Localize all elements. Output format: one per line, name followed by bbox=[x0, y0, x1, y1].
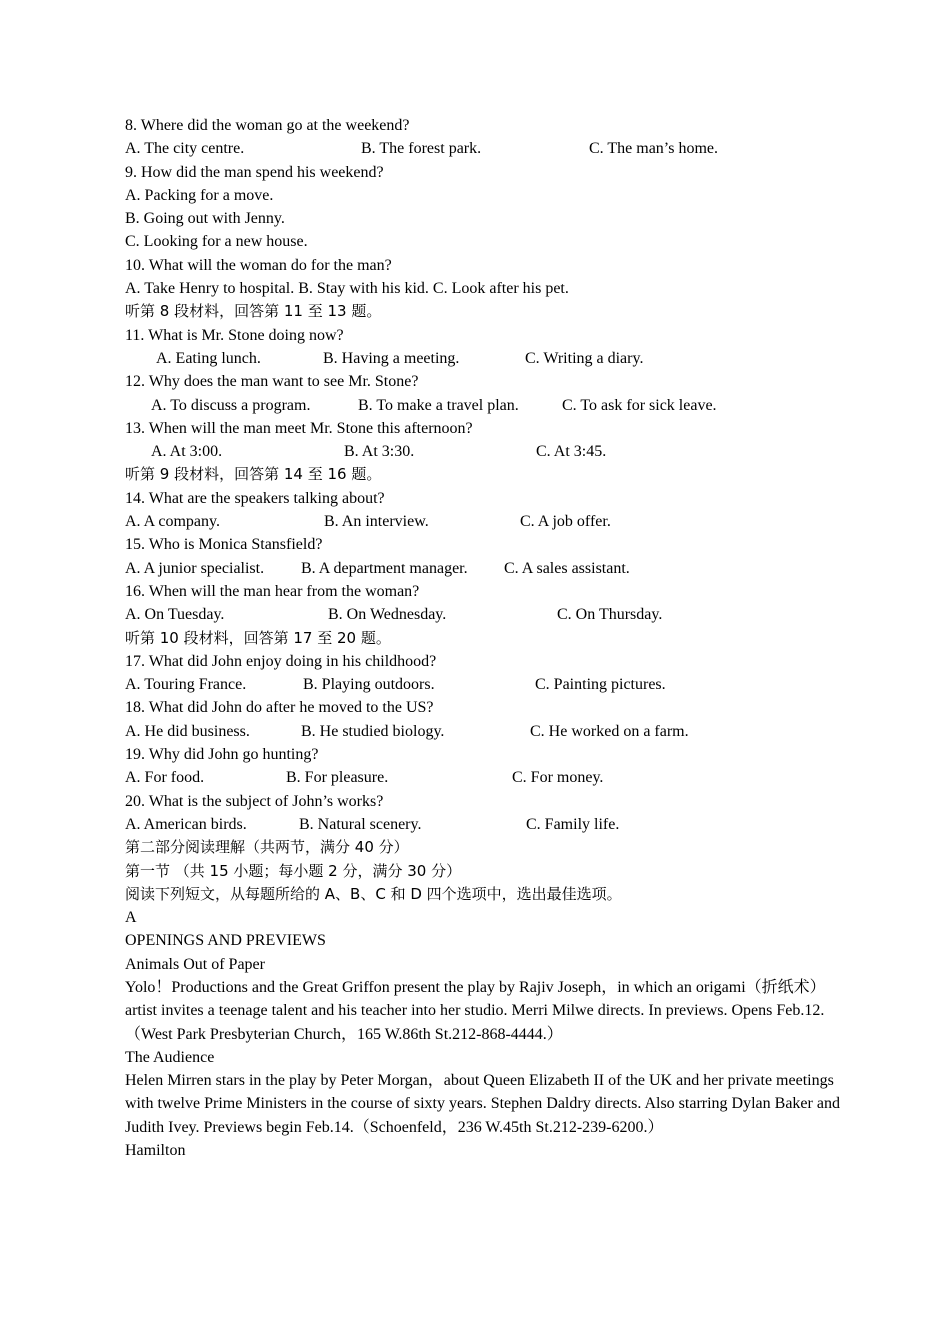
option-a: A. To discuss a program. bbox=[151, 396, 311, 414]
option-a: A. A junior specialist. bbox=[125, 559, 265, 577]
option-b: B. Having a meeting. bbox=[323, 349, 460, 367]
passage-letter: A bbox=[125, 909, 137, 927]
entry-title: Hamilton bbox=[125, 1142, 186, 1160]
option-a: A. American birds. bbox=[125, 815, 247, 833]
option-c: C. For money. bbox=[512, 769, 604, 787]
option-c: C. Looking for a new house. bbox=[125, 233, 308, 251]
question-text: 10. What will the woman do for the man? bbox=[125, 256, 392, 274]
question-text: 17. What did John enjoy doing in his childhood? bbox=[125, 652, 437, 670]
part-heading: 第二部分阅读理解（共两节，满分 40 分） bbox=[125, 838, 409, 857]
question-17 bbox=[125, 650, 840, 673]
question-11 bbox=[125, 324, 840, 347]
question-text: 16. When will the man hear from the woman? bbox=[125, 582, 420, 600]
option-c: C. To ask for sick leave. bbox=[562, 396, 717, 414]
option-a: A. Touring France. bbox=[125, 676, 247, 694]
option-b: B. On Wednesday. bbox=[328, 606, 447, 624]
option-a: A. Eating lunch. bbox=[156, 349, 261, 367]
section-heading-10: 听第 10 段材料，回答第 17 至 20 题。 bbox=[125, 628, 391, 647]
option-b: B. To make a travel plan. bbox=[358, 396, 519, 414]
question-text: 15. Who is Monica Stansfield? bbox=[125, 536, 323, 554]
option-a: A. On Tuesday. bbox=[125, 606, 225, 624]
option-b: B. Going out with Jenny. bbox=[125, 210, 285, 228]
option-b: B. For pleasure. bbox=[286, 769, 389, 787]
question-text: 12. Why does the man want to see Mr. Stone? bbox=[125, 373, 419, 391]
section-heading-9: 听第 9 段材料，回答第 14 至 16 题。 bbox=[125, 465, 382, 484]
question-text: 13. When will the man meet Mr. Stone this afternoon? bbox=[125, 419, 473, 437]
option-b: B. He studied biology. bbox=[301, 722, 445, 740]
options-15 bbox=[125, 557, 840, 580]
option-b: B. The forest park. bbox=[361, 140, 482, 158]
question-text: 8. Where did the woman go at the weekend? bbox=[125, 117, 410, 134]
option-c: C. He worked on a farm. bbox=[530, 722, 689, 740]
option-c: C. A sales assistant. bbox=[504, 559, 630, 577]
option-c: C. The man’s home. bbox=[589, 140, 719, 158]
instructions: 阅读下列短文，从每题所给的 A、B、C 和 D 四个选项中，选出最佳选项。 bbox=[125, 884, 622, 903]
options-20 bbox=[125, 813, 840, 836]
options-13 bbox=[125, 440, 840, 463]
option-c: C. At 3:45. bbox=[536, 443, 607, 461]
options-10: A. Take Henry to hospital. B. Stay with his kid. C. Look after his pet. bbox=[125, 280, 569, 298]
question-16 bbox=[125, 580, 840, 603]
question-15 bbox=[125, 533, 840, 556]
options-12 bbox=[125, 394, 840, 417]
options-8 bbox=[125, 137, 840, 160]
question-10 bbox=[125, 254, 840, 277]
options-19 bbox=[125, 766, 840, 789]
option-b: B. A department manager. bbox=[301, 559, 468, 577]
question-text: 19. Why did John go hunting? bbox=[125, 746, 319, 764]
options-18 bbox=[125, 720, 840, 743]
question-12 bbox=[125, 370, 840, 393]
question-text: 18. What did John do after he moved to the US? bbox=[125, 699, 434, 717]
option-a: A. For food. bbox=[125, 769, 205, 787]
option-c: C. Writing a diary. bbox=[525, 349, 644, 367]
question-20 bbox=[125, 790, 840, 813]
option-c: C. Family life. bbox=[526, 815, 620, 833]
question-14 bbox=[125, 487, 840, 510]
option-a: A. Packing for a move. bbox=[125, 186, 274, 204]
question-13 bbox=[125, 417, 840, 440]
option-b: B. Natural scenery. bbox=[299, 815, 422, 833]
entry-title: The Audience bbox=[125, 1048, 215, 1066]
question-text: 11. What is Mr. Stone doing now? bbox=[125, 326, 344, 344]
question-text: 14. What are the speakers talking about? bbox=[125, 489, 385, 507]
options-11 bbox=[125, 347, 840, 370]
options-14 bbox=[125, 510, 840, 533]
option-c: C. On Thursday. bbox=[557, 606, 663, 624]
option-b: B. An interview. bbox=[324, 513, 429, 531]
option-b: B. Playing outdoors. bbox=[303, 676, 435, 694]
option-b: B. At 3:30. bbox=[344, 443, 415, 461]
entry-description: Helen Mirren stars in the play by Peter Morgan，about Queen Elizabeth II of the UK and her private meetings with twelve Prime Ministers in the course of sixty years. Stephen Daldry directs. Also starring Dylan Baker and Judith Ivey. Previews begin Feb.14.（Schoenfeld，236 W.45th St.212-239-6200.） bbox=[125, 1072, 840, 1136]
question-text: 20. What is the subject of John’s works? bbox=[125, 792, 384, 810]
options-17 bbox=[125, 673, 840, 696]
exam-page bbox=[125, 114, 840, 1162]
option-a: A. At 3:00. bbox=[151, 443, 223, 461]
question-8 bbox=[125, 114, 840, 137]
option-a: A. A company. bbox=[125, 513, 220, 531]
options-16 bbox=[125, 603, 840, 626]
option-a: A. He did business. bbox=[125, 722, 250, 740]
option-c: C. Painting pictures. bbox=[535, 676, 666, 694]
option-c: C. A job offer. bbox=[520, 513, 611, 531]
section-heading: 第一节 （共 15 小题；每小题 2 分，满分 30 分） bbox=[125, 861, 462, 880]
question-9 bbox=[125, 161, 840, 184]
entry-title: Animals Out of Paper bbox=[125, 955, 265, 973]
question-19 bbox=[125, 743, 840, 766]
option-a: A. The city centre. bbox=[125, 140, 245, 158]
section-heading-8: 听第 8 段材料，回答第 11 至 13 题。 bbox=[125, 302, 382, 321]
passage-heading: OPENINGS AND PREVIEWS bbox=[125, 932, 326, 950]
entry-description: Yolo！Productions and the Great Griffon present the play by Rajiv Joseph，in which an origami（折纸术）artist invites a teenage talent and his teacher into her studio. Merri Milwe directs. In previews. Opens Feb.12.（West Park Presbyterian Church，165 W.86th St.212-868-4444.） bbox=[125, 978, 826, 1043]
question-text: 9. How did the man spend his weekend? bbox=[125, 163, 384, 181]
question-18 bbox=[125, 696, 840, 719]
